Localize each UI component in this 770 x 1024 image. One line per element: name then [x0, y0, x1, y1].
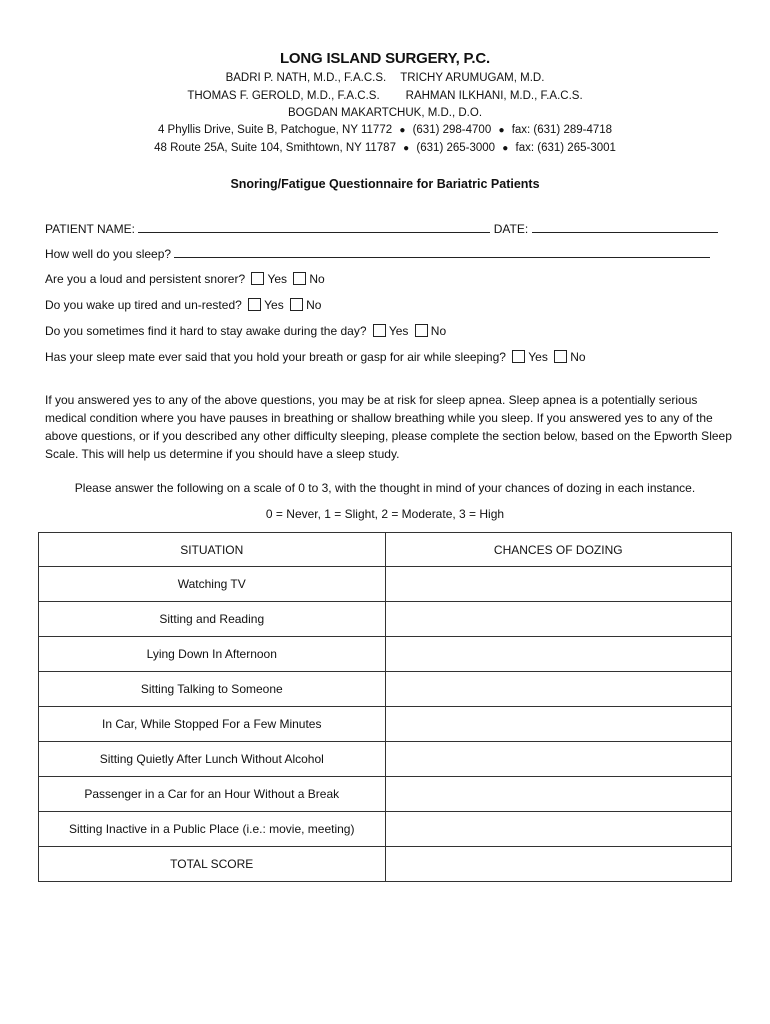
address-street: 48 Route 25A, Suite 104, Smithtown, NY 11787 — [154, 142, 396, 154]
patient-name-label: PATIENT NAME: — [45, 222, 136, 236]
table-row — [39, 672, 732, 707]
table-row — [39, 742, 732, 777]
date-field[interactable] — [532, 221, 718, 233]
bullet-icon: ● — [399, 125, 406, 136]
sleep-apnea-paragraph: If you answered yes to any of the above questions, you may be at risk for sleep apnea. Sleep apnea is a potentially serious medical condition where you have pauses in breathing or shallow breathing while you sleep. If you answered yes to any of the above questions, or if you described any other difficulty sleeping, please complete the section below, based on the Epworth Sleep Scale. This will help us determine if you should have a sleep study. — [45, 393, 732, 461]
address-fax: fax: (631) 289-4718 — [511, 124, 613, 136]
sleep-quality-label: How well do you sleep? — [45, 247, 172, 261]
table-row — [39, 707, 732, 742]
situation-cell: Sitting Talking to Someone — [39, 672, 386, 707]
address-smithtown — [0, 141, 770, 156]
question-text: Do you wake up tired and un-rested? — [45, 298, 242, 312]
no-label: No — [309, 272, 325, 286]
total-score-label: TOTAL SCORE — [39, 847, 386, 882]
situation-cell: Sitting Quietly After Lunch Without Alcohol — [39, 742, 386, 777]
date-label: DATE: — [493, 222, 529, 236]
doctors-row-1 — [0, 71, 770, 85]
total-score-cell[interactable] — [385, 847, 732, 882]
yes-label: Yes — [267, 272, 288, 286]
total-row — [39, 847, 732, 882]
address-fax: fax: (631) 265-3001 — [515, 142, 616, 154]
no-checkbox[interactable] — [290, 298, 303, 311]
score-cell[interactable] — [385, 777, 732, 812]
table-header-row — [39, 533, 732, 567]
epworth-table — [38, 532, 732, 882]
situation-cell: Sitting Inactive in a Public Place (i.e.: movie, meeting) — [39, 812, 386, 847]
situation-cell: Watching TV — [39, 567, 386, 602]
doctor-name: RAHMAN ILKHANI, M.D., F.A.C.S. — [405, 90, 583, 102]
situation-cell: Passenger in a Car for an Hour Without a Break — [39, 777, 386, 812]
doctor-name: BADRI P. NATH, M.D., F.A.C.S. — [225, 72, 387, 84]
address-street: 4 Phyllis Drive, Suite B, Patchogue, NY 11772 — [157, 124, 393, 136]
no-label: No — [306, 298, 322, 312]
situation-cell: Sitting and Reading — [39, 602, 386, 637]
table-row — [39, 567, 732, 602]
situation-cell: Lying Down In Afternoon — [39, 637, 386, 672]
bullet-icon: ● — [502, 143, 509, 154]
table-row — [39, 777, 732, 812]
instructions: Please answer the following on a scale of 0 to 3, with the thought in mind of your chances of dozing in each instance. — [74, 481, 696, 495]
score-cell[interactable] — [385, 812, 732, 847]
no-checkbox[interactable] — [293, 272, 306, 285]
question-row — [45, 298, 321, 312]
doctor-name: TRICHY ARUMUGAM, M.D. — [400, 72, 545, 84]
score-cell[interactable] — [385, 672, 732, 707]
practice-name: LONG ISLAND SURGERY, P.C. — [279, 50, 491, 67]
no-label: No — [570, 350, 586, 364]
doctor-name: BOGDAN MAKARTCHUK, M.D., D.O. — [287, 107, 483, 119]
sleep-quality-field[interactable] — [174, 246, 710, 258]
address-patchogue — [0, 123, 770, 138]
sleep-quality-row — [45, 246, 710, 261]
doctors-row-3 — [0, 106, 770, 120]
doctors-row-2 — [0, 89, 770, 103]
yes-checkbox[interactable] — [251, 272, 264, 285]
score-cell[interactable] — [385, 567, 732, 602]
score-cell[interactable] — [385, 707, 732, 742]
table-row — [39, 812, 732, 847]
situation-cell: In Car, While Stopped For a Few Minutes — [39, 707, 386, 742]
no-label: No — [430, 324, 447, 338]
bullet-icon: ● — [403, 143, 410, 154]
scale-legend: 0 = Never, 1 = Slight, 2 = Moderate, 3 = High — [265, 507, 505, 521]
question-row — [45, 350, 586, 364]
situation-header: SITUATION — [39, 533, 386, 567]
address-phone: (631) 265-3000 — [416, 142, 496, 154]
doctor-name: THOMAS F. GEROLD, M.D., F.A.C.S. — [187, 90, 380, 102]
patient-name-field[interactable] — [138, 221, 490, 233]
yes-label: Yes — [528, 350, 548, 364]
address-phone: (631) 298-4700 — [412, 124, 492, 136]
score-cell[interactable] — [385, 602, 732, 637]
chances-header: CHANCES OF DOZING — [385, 533, 732, 567]
yes-checkbox[interactable] — [248, 298, 261, 311]
score-cell[interactable] — [385, 637, 732, 672]
table-row — [39, 602, 732, 637]
no-checkbox[interactable] — [554, 350, 567, 363]
question-row — [45, 272, 325, 286]
no-checkbox[interactable] — [415, 324, 428, 337]
question-text: Has your sleep mate ever said that you hold your breath or gasp for air while sleeping? — [45, 350, 506, 364]
yes-checkbox[interactable] — [512, 350, 525, 363]
bullet-icon: ● — [498, 125, 505, 136]
question-text: Do you sometimes find it hard to stay awake during the day? — [45, 324, 367, 338]
yes-checkbox[interactable] — [373, 324, 386, 337]
yes-label: Yes — [264, 298, 284, 312]
form-title: Snoring/Fatigue Questionnaire for Bariatric Patients — [230, 177, 540, 191]
question-text: Are you a loud and persistent snorer? — [45, 272, 246, 286]
patient-info-row — [45, 221, 718, 236]
table-row — [39, 637, 732, 672]
yes-label: Yes — [388, 324, 409, 338]
question-row — [45, 324, 446, 338]
score-cell[interactable] — [385, 742, 732, 777]
